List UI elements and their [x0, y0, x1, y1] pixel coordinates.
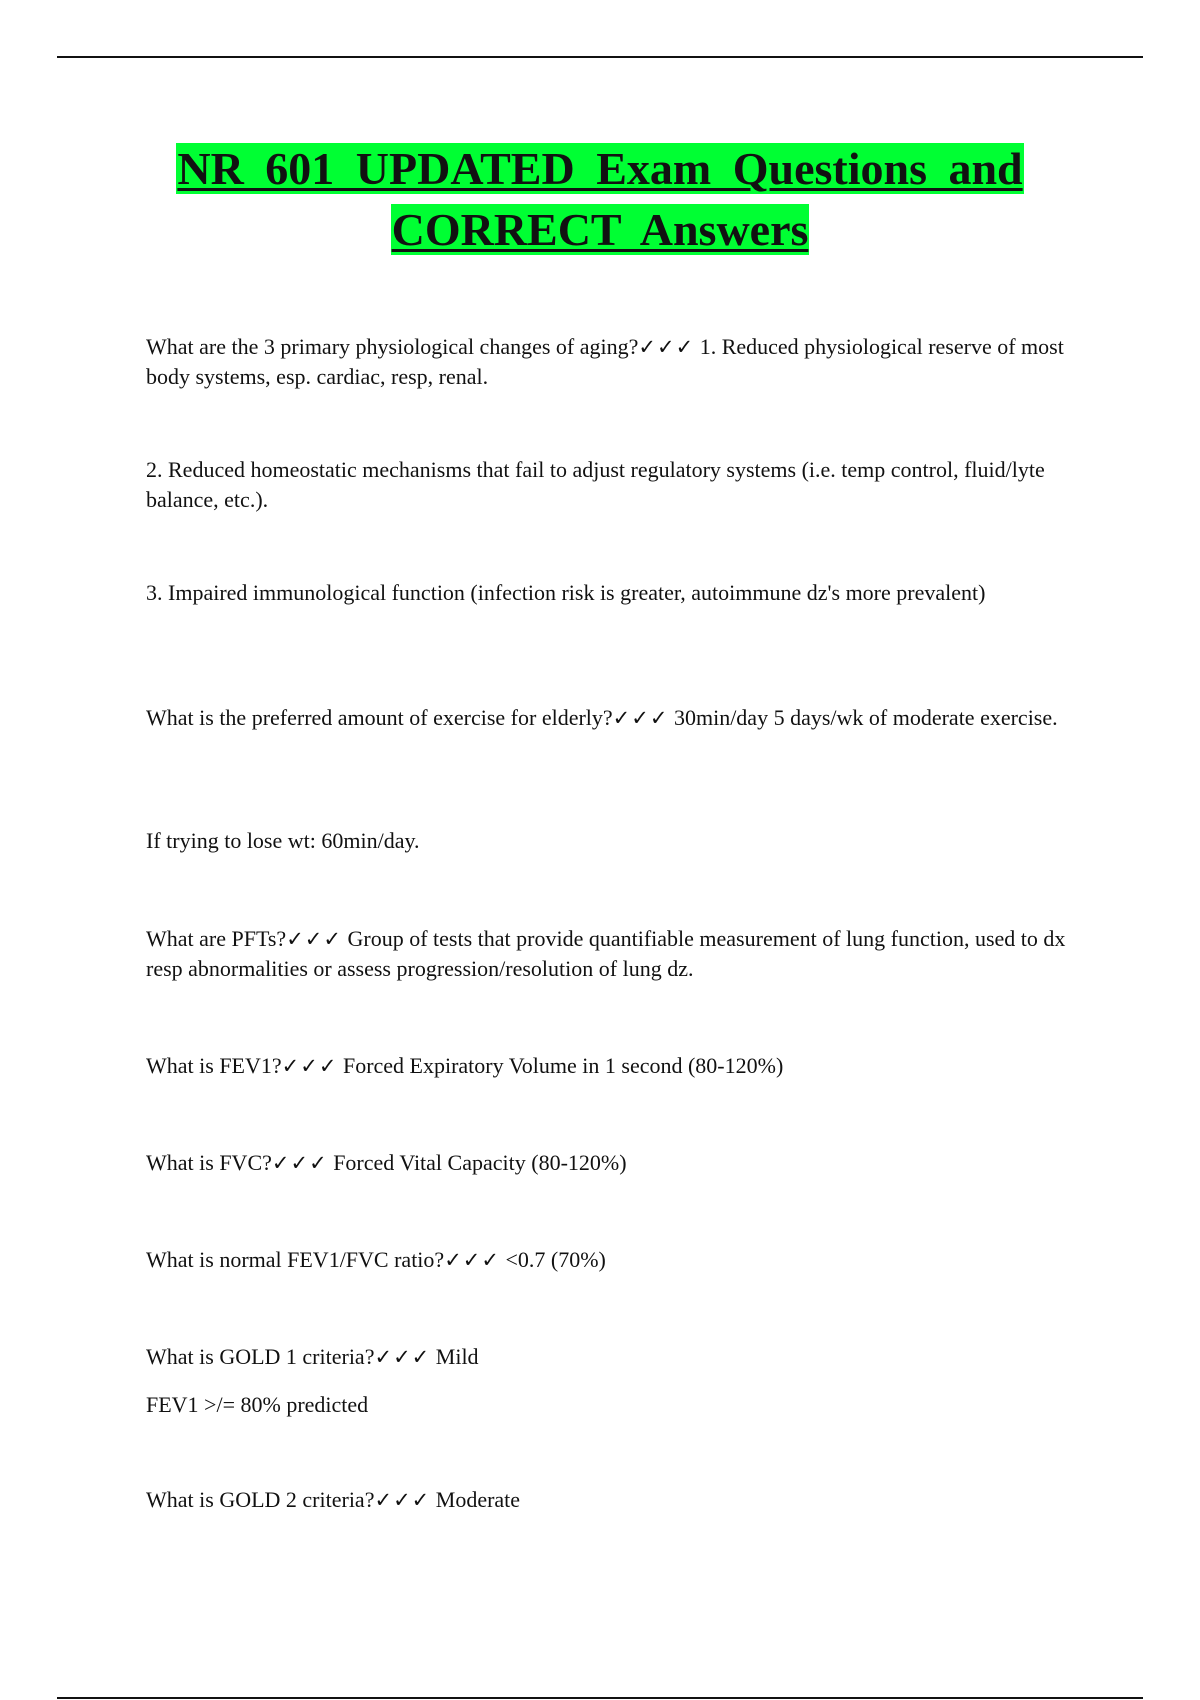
answer-text: 1. Reduced physiological reserve of most body systems, esp. cardiac, resp, renal.	[146, 334, 1064, 389]
answer-text: Forced Expiratory Volume in 1 second (80-120%)	[337, 1053, 784, 1078]
qa-item-pfts	[146, 924, 1066, 984]
question-text: What is FEV1?	[146, 1053, 282, 1078]
question-text: What are the 3 primary physiological changes of aging?	[146, 334, 639, 359]
qa-item-gold2	[146, 1485, 1066, 1515]
document-title	[120, 138, 1080, 260]
checkmark-icon: ✓✓✓	[271, 1151, 328, 1175]
answer-paragraph-weight: If trying to lose wt: 60min/day.	[146, 828, 420, 853]
checkmark-icon: ✓✓✓	[444, 1248, 500, 1272]
qa-item-gold1	[146, 1342, 1066, 1372]
answer-text: Moderate	[430, 1487, 521, 1512]
answer-paragraph-3: 3. Impaired immunological function (infection risk is greater, autoimmune dz's more prevalent)	[146, 580, 986, 605]
bottom-rule	[57, 1697, 1143, 1699]
checkmark-icon: ✓✓✓	[638, 335, 695, 359]
question-text: What is FVC?	[146, 1150, 272, 1175]
title-line-1: NR 601 UPDATED Exam Questions and	[177, 143, 1023, 194]
qa-item-fev1	[146, 1051, 1066, 1081]
question-text: What is the preferred amount of exercise for elderly?	[146, 705, 613, 730]
qa-item-aging	[146, 332, 1066, 392]
answer-text: Mild	[430, 1344, 479, 1369]
checkmark-icon: ✓✓✓	[612, 706, 669, 730]
answer-text: Group of tests that provide quantifiable measurement of lung function, used to dx resp abnormalities or assess progression/resolution of lung dz.	[146, 926, 1066, 981]
answer-text: 30min/day 5 days/wk of moderate exercise.	[668, 705, 1058, 730]
title-line-2: CORRECT Answers	[391, 204, 809, 255]
checkmark-icon: ✓✓✓	[374, 1488, 431, 1512]
top-rule	[57, 56, 1143, 58]
checkmark-icon: ✓✓✓	[286, 927, 342, 951]
qa-item-fvc	[146, 1148, 1066, 1178]
answer-text: Forced Vital Capacity (80-120%)	[327, 1150, 627, 1175]
checkmark-icon: ✓✓✓	[374, 1345, 431, 1369]
answer-paragraph-2: 2. Reduced homeostatic mechanisms that fail to adjust regulatory systems (i.e. temp control, fluid/lyte balance, etc.).	[146, 457, 1045, 512]
qa-item-ratio	[146, 1245, 1066, 1275]
answer-text: <0.7 (70%)	[499, 1247, 606, 1272]
question-text: What is GOLD 2 criteria?	[146, 1487, 375, 1512]
question-text: What are PFTs?	[146, 926, 287, 951]
question-text: What is normal FEV1/FVC ratio?	[146, 1247, 445, 1272]
answer-paragraph-gold1: FEV1 >/= 80% predicted	[146, 1392, 369, 1417]
question-text: What is GOLD 1 criteria?	[146, 1344, 375, 1369]
qa-item-exercise	[146, 703, 1066, 733]
checkmark-icon: ✓✓✓	[281, 1054, 338, 1078]
